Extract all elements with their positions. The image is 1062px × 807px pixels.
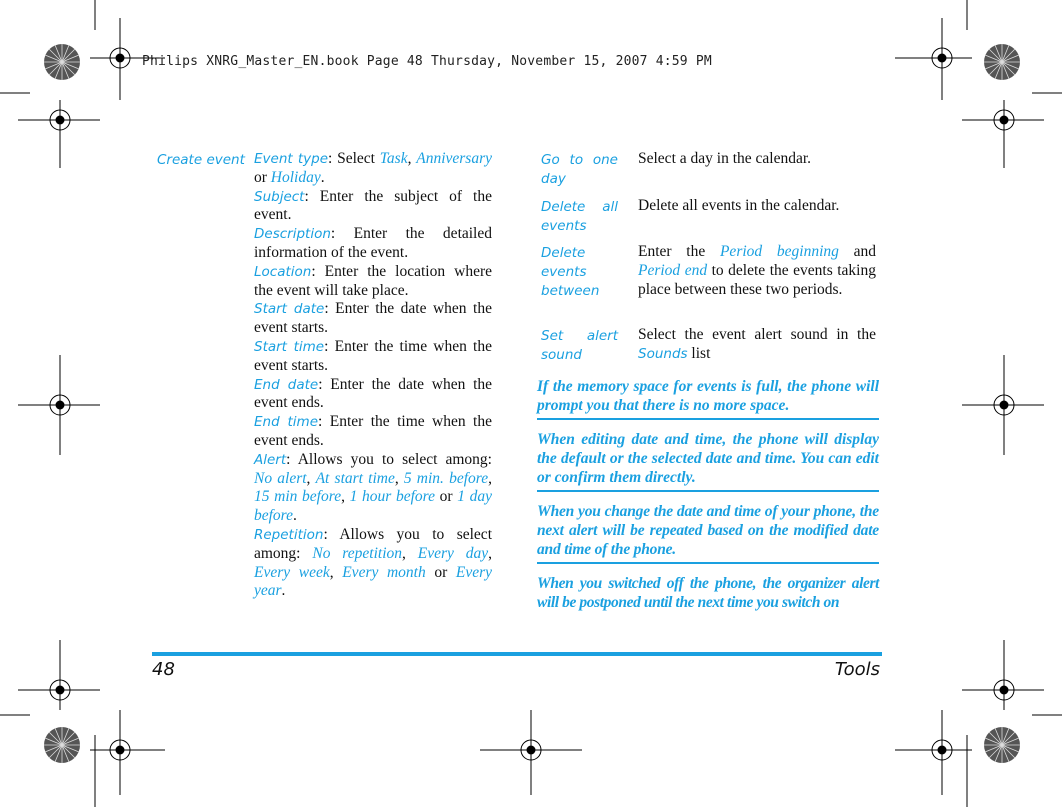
field-end-time: End time: Enter the time when the event ends. [254,413,492,449]
row-delete-all-events [541,197,876,237]
note-divider [537,490,879,492]
field-end-date: End date: Enter the date when the event ends. [254,375,493,412]
note-divider [537,562,879,564]
note-divider [537,418,879,420]
row-set-alert-sound [541,326,876,366]
note-change-date-time: When you change the date and time of your phone, the next alert will be repeated based on the modified date and time of the phone. [537,503,879,558]
row-description: Select a day in the calendar. [638,150,812,167]
row-label: Delete all events [541,199,618,234]
note-switched-off: When you switched off the phone, the organizer alert will be postponed until the next time you switch on [537,575,879,611]
field-label: Event type [254,151,329,167]
field-alert: Alert: Allows you to select among: No alert, At start time, 5 min. before, 15 min before, 1 hour before or 1 day before. [254,450,492,525]
row-description: Delete all events in the calendar. [638,197,840,214]
footer-rule [152,652,882,656]
note-memory-full: If the memory space for events is full, the phone will prompt you that there is no more space. [537,378,879,414]
row-description: Enter the Period beginning and Period end to delete the events taking place between these two periods. [638,243,876,298]
field-subject: Subject: Enter the subject of the event. [254,187,492,224]
row-label: Go to one day [541,152,618,187]
row-description: Select the event alert sound in the Sounds list [638,326,876,362]
field-start-time: Start time: Enter the time when the event starts. [254,337,492,374]
row-go-to-one-day [541,150,876,190]
field-repetition: Repetition: Allows you to select among: No repetition, Every day, Every week, Every month or Every year. [254,525,492,600]
section-title: Tools [834,659,880,680]
row-label: Set alert sound [541,328,618,363]
field-start-date: Start date: Enter the date when the event starts. [254,300,492,337]
file-header: Philips XNRG_Master_EN.book Page 48 Thursday, November 15, 2007 4:59 PM [142,54,712,69]
create-event-fields [254,150,492,601]
row-label: Delete events between [541,245,600,299]
field-event-type: Event type: Select Task, Anniversary or Holiday. [254,150,492,186]
note-editing-date-time: When editing date and time, the phone will display the default or the selected date and time. You can edit or confirm them directly. [537,431,879,486]
page-number: 48 [152,659,175,680]
field-description: Description: Enter the detailed information of the event. [254,225,492,261]
field-location: Location: Enter the location where the event will take place. [254,262,492,299]
row-delete-events-between [541,243,876,323]
row-label-create-event: Create event [157,152,245,168]
